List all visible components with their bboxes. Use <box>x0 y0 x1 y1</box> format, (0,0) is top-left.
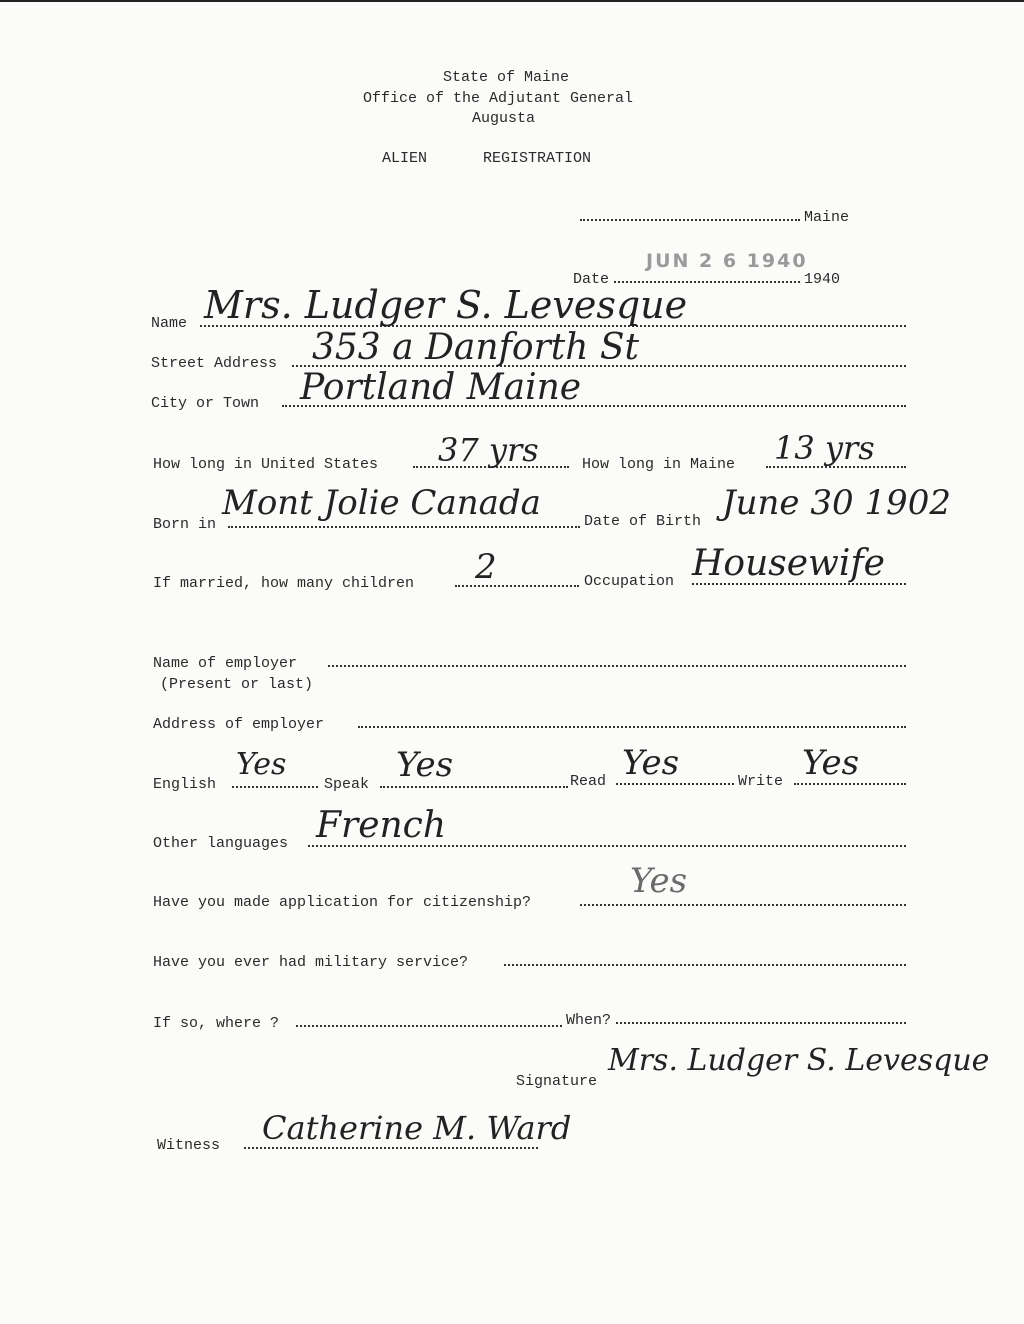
street-label: Street Address <box>151 355 278 372</box>
name-value: Mrs. Ludger S. Levesque <box>204 283 688 327</box>
military-line <box>504 964 906 966</box>
employer-line <box>328 665 906 667</box>
occupation-value: Housewife <box>692 543 885 584</box>
children-line <box>455 585 579 587</box>
read-value: Yes <box>622 743 680 783</box>
born-value: Mont Jolie Canada <box>222 483 541 523</box>
place-suffix: Maine <box>804 209 850 226</box>
where-line <box>296 1025 562 1027</box>
date-label: Date <box>573 271 610 288</box>
read-label: Read <box>570 773 607 790</box>
speak-line <box>380 786 568 788</box>
born-label: Born in <box>153 516 217 533</box>
witness-value: Catherine M. Ward <box>262 1109 572 1147</box>
employer-sublabel: (Present or last) <box>160 676 314 693</box>
name-label: Name <box>151 315 188 332</box>
form-title-alien: ALIEN <box>382 150 428 167</box>
other-languages-label: Other languages <box>153 835 289 852</box>
us-years-label: How long in United States <box>153 456 379 473</box>
place-line <box>580 219 800 221</box>
signature-value: Mrs. Ludger S. Levesque <box>608 1043 990 1078</box>
us-years-value: 37 yrs <box>438 431 539 469</box>
when-line <box>616 1022 906 1024</box>
write-value: Yes <box>802 743 860 783</box>
city-label: City or Town <box>151 395 260 412</box>
employer-address-label: Address of employer <box>153 716 325 733</box>
header-city: Augusta <box>472 110 536 127</box>
citizenship-value: Yes <box>630 861 688 901</box>
dob-value: June 30 1902 <box>722 483 951 523</box>
english-label: English <box>153 776 217 793</box>
military-label: Have you ever had military service? <box>153 954 469 971</box>
where-label: If so, where ? <box>153 1015 280 1032</box>
write-label: Write <box>738 773 784 790</box>
born-line <box>228 526 580 528</box>
write-line <box>794 783 906 785</box>
street-value: 353 a Danforth St <box>312 327 640 368</box>
employer-label: Name of employer <box>153 655 298 672</box>
header-state: State of Maine <box>443 69 570 86</box>
speak-label: Speak <box>324 776 370 793</box>
citizenship-line <box>580 904 906 906</box>
dob-label: Date of Birth <box>584 513 702 530</box>
english-line <box>232 786 318 788</box>
children-label: If married, how many children <box>153 575 415 592</box>
date-stamp: JUN 2 6 1940 <box>646 250 808 272</box>
citizenship-label: Have you made application for citizenship? <box>153 894 532 911</box>
header-office: Office of the Adjutant General <box>363 90 634 107</box>
me-years-label: How long in Maine <box>582 456 736 473</box>
form-title-registration: REGISTRATION <box>483 150 592 167</box>
occupation-label: Occupation <box>584 573 675 590</box>
date-year: 1940 <box>804 271 841 288</box>
employer-address-line <box>358 726 906 728</box>
witness-line <box>244 1147 538 1149</box>
children-value: 2 <box>475 547 497 587</box>
read-line <box>616 783 734 785</box>
witness-label: Witness <box>157 1137 221 1154</box>
me-years-value: 13 yrs <box>774 429 875 467</box>
english-value: Yes <box>236 747 287 782</box>
speak-value: Yes <box>396 745 454 785</box>
page-edge <box>0 0 1024 2</box>
city-value: Portland Maine <box>300 367 582 408</box>
when-label: When? <box>566 1012 612 1029</box>
signature-label: Signature <box>516 1073 598 1090</box>
other-languages-value: French <box>316 805 447 846</box>
